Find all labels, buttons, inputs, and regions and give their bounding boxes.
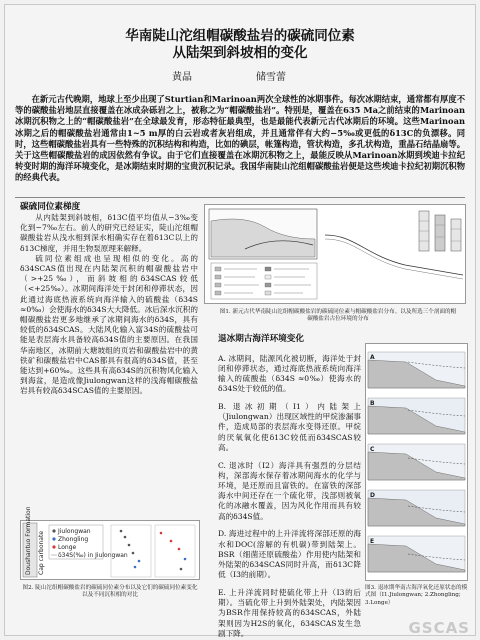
legend-marker-zhongling <box>52 537 55 540</box>
ocean-panel-a <box>368 352 465 388</box>
figure-2-caption: 图2. 陡山沱组帽碳酸盐岩的碳硫同位素分布以及它们的碳硫同位素变化以及不同沉积相的对比 <box>22 585 198 599</box>
divider-top <box>15 197 465 198</box>
panel-label-e: E <box>370 538 375 545</box>
panel-label-c: C <box>370 446 375 453</box>
right-paragraph-a: A. 冰期间，陆源风化被切断，海洋处于封闭和停滞状态，通过海底热液系统向海洋输入的硫酸盐（δ34S ≈0‰）使海水的δ34S处于较低的值。 <box>218 353 361 394</box>
legend-marker-longe <box>52 545 55 548</box>
watermark-logo: GSCAS <box>408 619 470 637</box>
figure-2-isotope-profiles <box>20 506 200 580</box>
panel-label-a: A <box>370 354 375 361</box>
legend-zhongling: Zhongling <box>58 536 89 543</box>
right-paragraph-c: C. 退冰时（I2）海洋具有强烈的分层结构，深部海水保存着冰期间海水的化学与环境，是还原而且富铁的。在富铁的深部海水中间还存在一个硫化带，浅部则被氧化的冰融水覆盖，因为风化作用而具有较高的δ34S值。 <box>218 460 361 521</box>
axis-label-cap-carbonate: Cap carbonate <box>38 530 45 575</box>
figure-3-ocean-model <box>365 343 468 581</box>
ocean-panel-e <box>368 536 465 572</box>
figure-1-caption: 图1. 新元古代华南陡山沱组帽碳酸盐岩的碳硫同位素与帽碳酸盐岩分布。以及所选三个剖面的帽碳酸盐岩古位环境的分布 <box>219 309 457 323</box>
right-body-text <box>218 346 361 638</box>
title-line-2: 从陆架到斜坡相的变化 <box>172 45 308 61</box>
section-title-paleo-ocean: 退冰期古海洋环境变化 <box>218 334 304 344</box>
legend-jiulongwan: Jiulongwan <box>58 528 91 535</box>
ocean-panel-b <box>368 398 465 434</box>
abstract: 在新元古代晚期，地球上至少出现了Sturtian和Marinoan两次全球性的冰期事件。每次冰期结束，通常都有厚度不等的碳酸盐岩地层直接覆盖在冰成杂砾岩之上，被称之为“帽碳酸盐岩”。特别是，覆盖在635 Ma之前结束的Marinoan冰期沉积物之上的“帽碳酸盐岩”在全球最发育，形态特征最典型，也是最能代表新元古代冰期后的环境。这些Marinoan冰期之后的帽碳酸盐岩通常由1~5 m厚的白云岩或者灰岩组成，并且通常伴有大约−5‰或更低的δ13C的负漂移。同时，这些帽碳酸盐岩具有一些特殊的沉积结构和构造，比如的碘层，帐篷构造，管状构造，多孔状构造，重晶石结晶扇等。关于这些帽碳酸盐岩的成因依然有争议。由于它们直接覆盖在冰期沉积物之上，最能反映从Marinoan冰期到埃迪卡拉纪转变时期的海洋环境变化，是冰期结束时期的宝贵沉积记录。我国华南陡山沱组帽碳酸盐岩便是这些埃迪卡拉纪初期沉积物的经典代表。 <box>15 94 465 183</box>
title-line-1: 华南陡山沱组帽碳酸盐岩的碳硫同位素 <box>125 28 355 44</box>
left-body-text <box>20 213 198 515</box>
figure-1-graphic <box>205 205 465 303</box>
legend-box <box>211 263 317 299</box>
author-1: 黄晶 <box>172 72 192 83</box>
left-paragraph-2: 硫同位素组成也呈现相似的变化。高的δ34SCAS值出现在内陆架沉积的帽碳酸盐岩中（>+25‰），而斜坡相的δ34SCAS较低（<+25‰）。冰期间海洋处于封闭和停滞状态，因此通过海底热液系统向海洋输入的硫酸盐（δ34S ≈0‰）会使海水的δ34S大大降低。冰后深水沉积的帽碳酸盐岩更多地继承了冰期间海水的δ34S，具有较低的δ34SCAS。大陆风化输入富34S的硫酸盐可能是表层海水具备较高δ34S值的主要原因。在我国华南地区，冰期前大塘坡组的页岩和碳酸盐岩中的黄铁矿和碳酸盐岩中CAS都具有很高的δ34S值，甚至能达到+60‰。这些具有高δ34S的沉积物风化输入到海盆，是造成像Jiulongwan这样的浅海帽碳酸盐岩具有较高δ34SCAS值的主要原因。 <box>20 253 198 396</box>
figure-3-caption: 图3. 退冰期华南古海洋氧化还原状态的模式图（I1.Jiulongwan; 2.Zhongling; 3.Longe） <box>365 585 468 606</box>
isotope-dots <box>120 530 187 571</box>
right-paragraph-d: D. 海进过程中的上升洋流将深部还原的海水和DOC(溶解的有机碳)带到陆架上。BSR（细菌还原硫酸盐）作用使内陆架和外陆架的δ34SCAS同时升高，而δ13C降低（I3的前期）。 <box>218 529 361 580</box>
author-2: 储雪蕾 <box>256 72 286 83</box>
left-paragraph-1: 从内陆架到斜坡相，δ13C值平均值从−3‰变化到−7‰左右。前人的研究已经证实，陡山沱组帽碳酸盐岩从浅水相到深水相确实存在着δ13C以上的δ13C梯度，并用生物泵原理来解释。 <box>20 213 198 253</box>
section-title-isotope-gradient: 碳硫同位素梯度 <box>20 202 81 212</box>
right-paragraph-e: E. 上升洋流同时使硫化带上升（I3的后期）。当硫化带上升到外陆架处，内陆架因为BSR作用保持较高的δ34SCAS，外陆架则因为H2S的氧化，δ34SCAS发生急剧下降。 <box>218 588 361 638</box>
figure-1-map-and-sections <box>204 204 466 304</box>
legend-marker-jiulongwan <box>52 529 55 532</box>
legend-sulfur: δ34S(‰) in Jiulongwan <box>58 552 128 559</box>
figure-2-graphic <box>21 506 199 579</box>
ocean-panel-c <box>368 444 465 480</box>
panel-label-b: B <box>370 400 375 407</box>
legend-longe: Longe <box>58 544 77 551</box>
right-paragraph-b: B. 退冰初期（I1）内陆架上（Jiulongwan）出现区域性的甲烷渗漏事件，造成局部的表层海水变得还原。甲烷的厌氧氧化使δ13C较低而δ34SCAS较高。 <box>218 402 361 452</box>
panel-label-d: D <box>370 492 375 499</box>
ocean-panel-d <box>368 490 465 526</box>
plot-frames <box>111 525 195 577</box>
figure-3-graphic <box>366 344 467 580</box>
axis-label-formation: Doushantuo Formation <box>25 506 32 575</box>
